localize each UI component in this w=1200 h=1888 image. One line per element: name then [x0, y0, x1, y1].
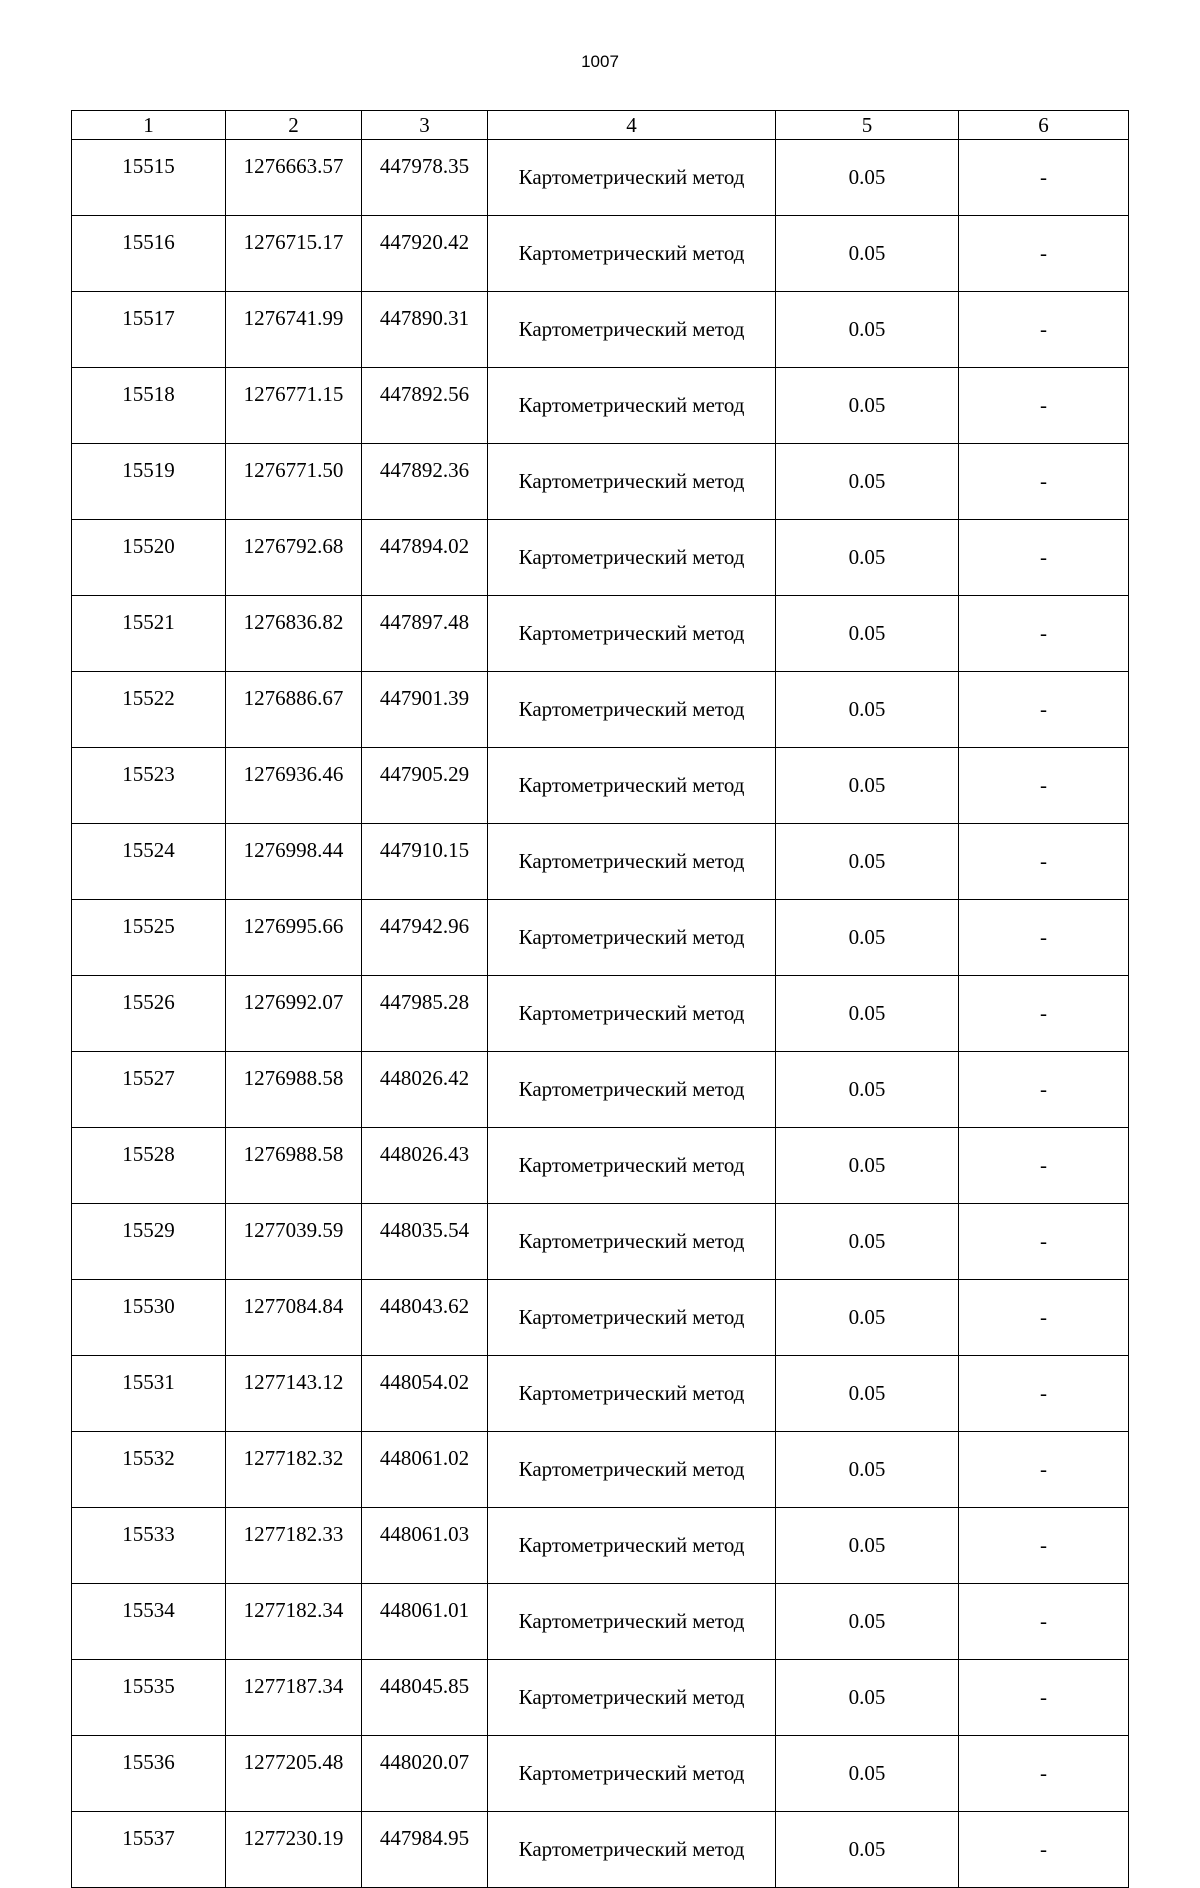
x-coordinate-cell: 1277039.59: [226, 1204, 362, 1280]
accuracy-cell: 0.05: [776, 596, 959, 672]
method-cell: Картометрический метод: [488, 1812, 776, 1888]
x-coordinate-cell: 1276715.17: [226, 216, 362, 292]
point-number-cell: 15528: [72, 1128, 226, 1204]
coordinates-table: [71, 110, 1129, 1888]
y-coordinate-cell: 448054.02: [362, 1356, 488, 1432]
table-row: [72, 976, 1129, 1052]
y-coordinate-cell: 447890.31: [362, 292, 488, 368]
accuracy-cell: 0.05: [776, 368, 959, 444]
method-cell: Картометрический метод: [488, 216, 776, 292]
y-coordinate-cell: 447942.96: [362, 900, 488, 976]
accuracy-cell: 0.05: [776, 748, 959, 824]
point-number-cell: 15518: [72, 368, 226, 444]
point-number-cell: 15517: [72, 292, 226, 368]
accuracy-cell: 0.05: [776, 1584, 959, 1660]
point-number-cell: 15534: [72, 1584, 226, 1660]
table-row: [72, 1280, 1129, 1356]
y-coordinate-cell: 447984.95: [362, 1812, 488, 1888]
point-number-cell: 15521: [72, 596, 226, 672]
x-coordinate-cell: 1276988.58: [226, 1128, 362, 1204]
header-row: [72, 111, 1129, 140]
point-number-cell: 15522: [72, 672, 226, 748]
table-row: [72, 672, 1129, 748]
y-coordinate-cell: 448061.01: [362, 1584, 488, 1660]
method-cell: Картометрический метод: [488, 1356, 776, 1432]
note-cell: -: [959, 1204, 1129, 1280]
y-coordinate-cell: 447978.35: [362, 140, 488, 216]
y-coordinate-cell: 447892.56: [362, 368, 488, 444]
y-coordinate-cell: 447905.29: [362, 748, 488, 824]
point-number-cell: 15527: [72, 1052, 226, 1128]
accuracy-cell: 0.05: [776, 1128, 959, 1204]
note-cell: -: [959, 900, 1129, 976]
accuracy-cell: 0.05: [776, 900, 959, 976]
point-number-cell: 15529: [72, 1204, 226, 1280]
x-coordinate-cell: 1277182.34: [226, 1584, 362, 1660]
x-coordinate-cell: 1276771.15: [226, 368, 362, 444]
accuracy-cell: 0.05: [776, 140, 959, 216]
note-cell: -: [959, 1508, 1129, 1584]
x-coordinate-cell: 1277182.33: [226, 1508, 362, 1584]
x-coordinate-cell: 1276792.68: [226, 520, 362, 596]
y-coordinate-cell: 448045.85: [362, 1660, 488, 1736]
accuracy-cell: 0.05: [776, 1356, 959, 1432]
point-number-cell: 15530: [72, 1280, 226, 1356]
note-cell: -: [959, 520, 1129, 596]
method-cell: Картометрический метод: [488, 368, 776, 444]
x-coordinate-cell: 1276663.57: [226, 140, 362, 216]
accuracy-cell: 0.05: [776, 1432, 959, 1508]
table-row: [72, 900, 1129, 976]
method-cell: Картометрический метод: [488, 596, 776, 672]
y-coordinate-cell: 448061.02: [362, 1432, 488, 1508]
table-row: [72, 1812, 1129, 1888]
accuracy-cell: 0.05: [776, 292, 959, 368]
table-row: [72, 1736, 1129, 1812]
method-cell: Картометрический метод: [488, 1052, 776, 1128]
y-coordinate-cell: 448035.54: [362, 1204, 488, 1280]
method-cell: Картометрический метод: [488, 292, 776, 368]
note-cell: -: [959, 292, 1129, 368]
table-row: [72, 1052, 1129, 1128]
accuracy-cell: 0.05: [776, 216, 959, 292]
method-cell: Картометрический метод: [488, 1584, 776, 1660]
header-cell-5: 5: [776, 111, 959, 140]
method-cell: Картометрический метод: [488, 444, 776, 520]
note-cell: -: [959, 1584, 1129, 1660]
x-coordinate-cell: 1276988.58: [226, 1052, 362, 1128]
header-cell-1: 1: [72, 111, 226, 140]
note-cell: -: [959, 1128, 1129, 1204]
x-coordinate-cell: 1276992.07: [226, 976, 362, 1052]
note-cell: -: [959, 444, 1129, 520]
note-cell: -: [959, 596, 1129, 672]
y-coordinate-cell: 448061.03: [362, 1508, 488, 1584]
table-row: [72, 748, 1129, 824]
table-row: [72, 1128, 1129, 1204]
point-number-cell: 15524: [72, 824, 226, 900]
header-cell-3: 3: [362, 111, 488, 140]
table-row: [72, 1432, 1129, 1508]
y-coordinate-cell: 447892.36: [362, 444, 488, 520]
y-coordinate-cell: 448020.07: [362, 1736, 488, 1812]
note-cell: -: [959, 748, 1129, 824]
accuracy-cell: 0.05: [776, 1508, 959, 1584]
note-cell: -: [959, 140, 1129, 216]
table-row: [72, 520, 1129, 596]
accuracy-cell: 0.05: [776, 672, 959, 748]
note-cell: -: [959, 368, 1129, 444]
point-number-cell: 15531: [72, 1356, 226, 1432]
note-cell: -: [959, 1052, 1129, 1128]
point-number-cell: 15519: [72, 444, 226, 520]
y-coordinate-cell: 447897.48: [362, 596, 488, 672]
method-cell: Картометрический метод: [488, 1128, 776, 1204]
note-cell: -: [959, 1356, 1129, 1432]
x-coordinate-cell: 1277230.19: [226, 1812, 362, 1888]
method-cell: Картометрический метод: [488, 1280, 776, 1356]
method-cell: Картометрический метод: [488, 1432, 776, 1508]
table-row: [72, 596, 1129, 672]
table-row: [72, 444, 1129, 520]
x-coordinate-cell: 1276836.82: [226, 596, 362, 672]
accuracy-cell: 0.05: [776, 444, 959, 520]
table-row: [72, 1508, 1129, 1584]
accuracy-cell: 0.05: [776, 1052, 959, 1128]
point-number-cell: 15523: [72, 748, 226, 824]
header-cell-2: 2: [226, 111, 362, 140]
table-row: [72, 368, 1129, 444]
x-coordinate-cell: 1277182.32: [226, 1432, 362, 1508]
y-coordinate-cell: 447894.02: [362, 520, 488, 596]
accuracy-cell: 0.05: [776, 976, 959, 1052]
method-cell: Картометрический метод: [488, 520, 776, 596]
accuracy-cell: 0.05: [776, 824, 959, 900]
method-cell: Картометрический метод: [488, 900, 776, 976]
x-coordinate-cell: 1276886.67: [226, 672, 362, 748]
x-coordinate-cell: 1277143.12: [226, 1356, 362, 1432]
point-number-cell: 15516: [72, 216, 226, 292]
table-row: [72, 1584, 1129, 1660]
x-coordinate-cell: 1276995.66: [226, 900, 362, 976]
point-number-cell: 15537: [72, 1812, 226, 1888]
x-coordinate-cell: 1276936.46: [226, 748, 362, 824]
method-cell: Картометрический метод: [488, 1660, 776, 1736]
note-cell: -: [959, 1736, 1129, 1812]
note-cell: -: [959, 1660, 1129, 1736]
point-number-cell: 15532: [72, 1432, 226, 1508]
x-coordinate-cell: 1277205.48: [226, 1736, 362, 1812]
note-cell: -: [959, 216, 1129, 292]
y-coordinate-cell: 447985.28: [362, 976, 488, 1052]
point-number-cell: 15520: [72, 520, 226, 596]
page-number: 1007: [581, 52, 619, 71]
note-cell: -: [959, 1280, 1129, 1356]
y-coordinate-cell: 448026.42: [362, 1052, 488, 1128]
header-cell-4: 4: [488, 111, 776, 140]
x-coordinate-cell: 1277084.84: [226, 1280, 362, 1356]
x-coordinate-cell: 1277187.34: [226, 1660, 362, 1736]
accuracy-cell: 0.05: [776, 1812, 959, 1888]
table-header: [72, 111, 1129, 140]
point-number-cell: 15533: [72, 1508, 226, 1584]
method-cell: Картометрический метод: [488, 748, 776, 824]
header-cell-6: 6: [959, 111, 1129, 140]
method-cell: Картометрический метод: [488, 1736, 776, 1812]
note-cell: -: [959, 824, 1129, 900]
y-coordinate-cell: 447910.15: [362, 824, 488, 900]
method-cell: Картометрический метод: [488, 1508, 776, 1584]
method-cell: Картометрический метод: [488, 1204, 776, 1280]
table-row: [72, 140, 1129, 216]
method-cell: Картометрический метод: [488, 672, 776, 748]
note-cell: -: [959, 1812, 1129, 1888]
note-cell: -: [959, 672, 1129, 748]
accuracy-cell: 0.05: [776, 520, 959, 596]
method-cell: Картометрический метод: [488, 824, 776, 900]
note-cell: -: [959, 976, 1129, 1052]
table-row: [72, 824, 1129, 900]
y-coordinate-cell: 447920.42: [362, 216, 488, 292]
x-coordinate-cell: 1276998.44: [226, 824, 362, 900]
note-cell: -: [959, 1432, 1129, 1508]
table-body: [72, 140, 1129, 1888]
method-cell: Картометрический метод: [488, 140, 776, 216]
table-row: [72, 216, 1129, 292]
x-coordinate-cell: 1276771.50: [226, 444, 362, 520]
accuracy-cell: 0.05: [776, 1736, 959, 1812]
table-row: [72, 1356, 1129, 1432]
point-number-cell: 15536: [72, 1736, 226, 1812]
method-cell: Картометрический метод: [488, 976, 776, 1052]
y-coordinate-cell: 447901.39: [362, 672, 488, 748]
point-number-cell: 15535: [72, 1660, 226, 1736]
point-number-cell: 15515: [72, 140, 226, 216]
accuracy-cell: 0.05: [776, 1280, 959, 1356]
table-row: [72, 1204, 1129, 1280]
point-number-cell: 15525: [72, 900, 226, 976]
table-row: [72, 292, 1129, 368]
table-row: [72, 1660, 1129, 1736]
accuracy-cell: 0.05: [776, 1204, 959, 1280]
x-coordinate-cell: 1276741.99: [226, 292, 362, 368]
point-number-cell: 15526: [72, 976, 226, 1052]
y-coordinate-cell: 448026.43: [362, 1128, 488, 1204]
y-coordinate-cell: 448043.62: [362, 1280, 488, 1356]
accuracy-cell: 0.05: [776, 1660, 959, 1736]
